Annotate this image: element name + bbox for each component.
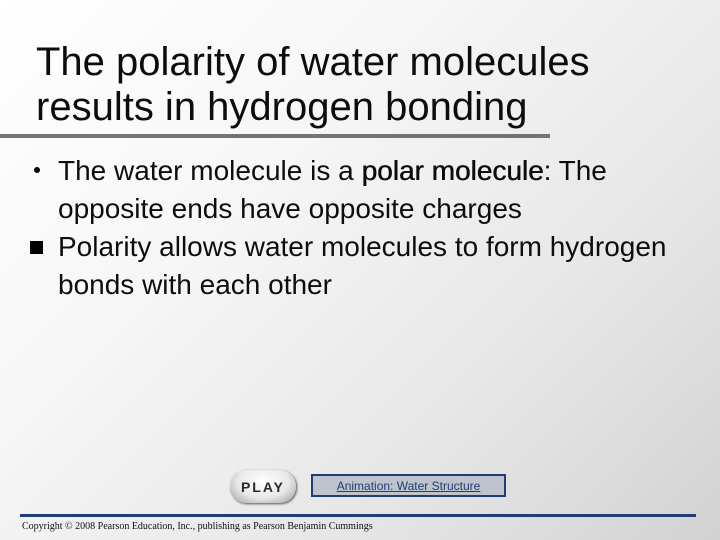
bullet-text-lead: The water molecule is a — [58, 155, 362, 186]
square-bullet-icon — [30, 241, 43, 254]
bullet-item-polar-molecule — [0, 152, 720, 228]
round-bullet-icon — [34, 167, 40, 173]
bullet-term-polar-molecule: polar molecule — [361, 155, 544, 186]
slide-title: The polarity of water molecules results in hydrogen bonding — [36, 40, 590, 129]
footer-rule — [20, 514, 696, 517]
animation-link-label: Animation: Water Structure — [336, 478, 481, 493]
bullet-text: Polarity allows water molecules to form hydrogen bonds with each other — [58, 231, 667, 300]
play-button-label: PLAY — [240, 478, 286, 495]
copyright-notice: Copyright © 2008 Pearson Education, Inc., publishing as Pearson Benjamin Cummings — [22, 521, 373, 532]
play-button[interactable] — [230, 470, 296, 503]
title-underline-rule — [0, 134, 550, 138]
bullet-item-hydrogen-bonds — [0, 228, 720, 304]
animation-link-button[interactable] — [311, 474, 506, 497]
bullet-list — [0, 152, 720, 304]
bullet-text-tail: : The opposite ends have opposite charges — [58, 155, 607, 224]
